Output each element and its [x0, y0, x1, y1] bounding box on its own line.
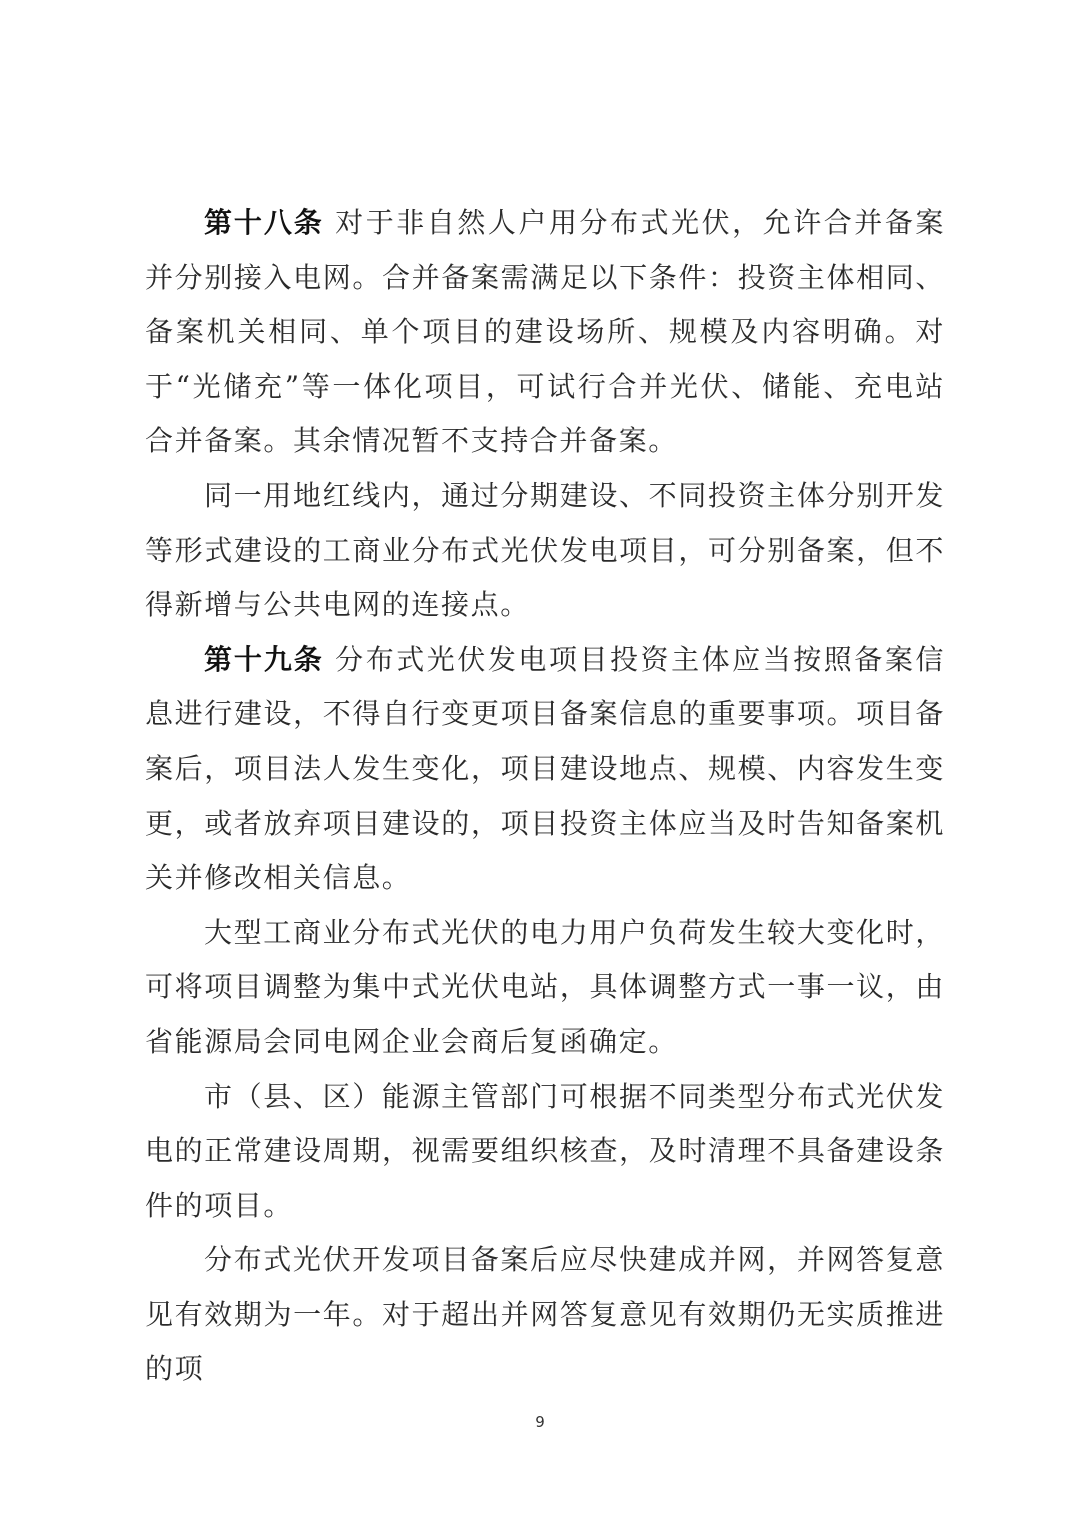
paragraph-article-19-clause-3 [145, 1070, 945, 1234]
article-number: 第十八条 [204, 206, 324, 239]
article-number: 第十九条 [204, 642, 324, 676]
page-number: 9 [535, 1413, 545, 1431]
paragraph-text: 同一用地红线内，通过分期建设、不同投资主体分别开发等形式建设的工商业分布式光伏发电项目，可分别备案，但不得新增与公共电网的连接点。 [145, 478, 945, 622]
document-body [145, 196, 945, 1397]
paragraph-text: 大型工商业分布式光伏的电力用户负荷发生较大变化时，可将项目调整为集中式光伏电站，具体调整方式一事一议，由省能源局会同电网企业会商后复函确定。 [145, 915, 945, 1058]
paragraph-article-19 [145, 633, 945, 906]
paragraph-text: 对于非自然人户用分布式光伏，允许合并备案并分别接入电网。合并备案需满足以下条件：投资主体相同、备案机关相同、单个项目的建设场所、规模及内容明确。对于“光储充”等一体化项目，可试行合并光伏、储能、充电站合并备案。其余情况暂不支持合并备案。 [145, 206, 945, 458]
paragraph-text: 分布式光伏发电项目投资主体应当按照备案信息进行建设，不得自行变更项目备案信息的重要事项。项目备案后，项目法人发生变化，项目建设地点、规模、内容发生变更，或者放弃项目建设的，项目投资主体应当及时告知备案机关并修改相关信息。 [145, 642, 945, 895]
paragraph-article-19-clause-2 [145, 906, 945, 1070]
paragraph-article-18-clause-2 [145, 469, 945, 633]
paragraph-article-19-clause-4 [145, 1233, 945, 1397]
paragraph-text: 分布式光伏开发项目备案后应尽快建成并网，并网答复意见有效期为一年。对于超出并网答复意见有效期仍无实质推进的项 [145, 1243, 945, 1386]
paragraph-text: 市（县、区）能源主管部门可根据不同类型分布式光伏发电的正常建设周期，视需要组织核查，及时清理不具备建设条件的项目。 [145, 1079, 945, 1222]
paragraph-article-18 [145, 196, 945, 469]
